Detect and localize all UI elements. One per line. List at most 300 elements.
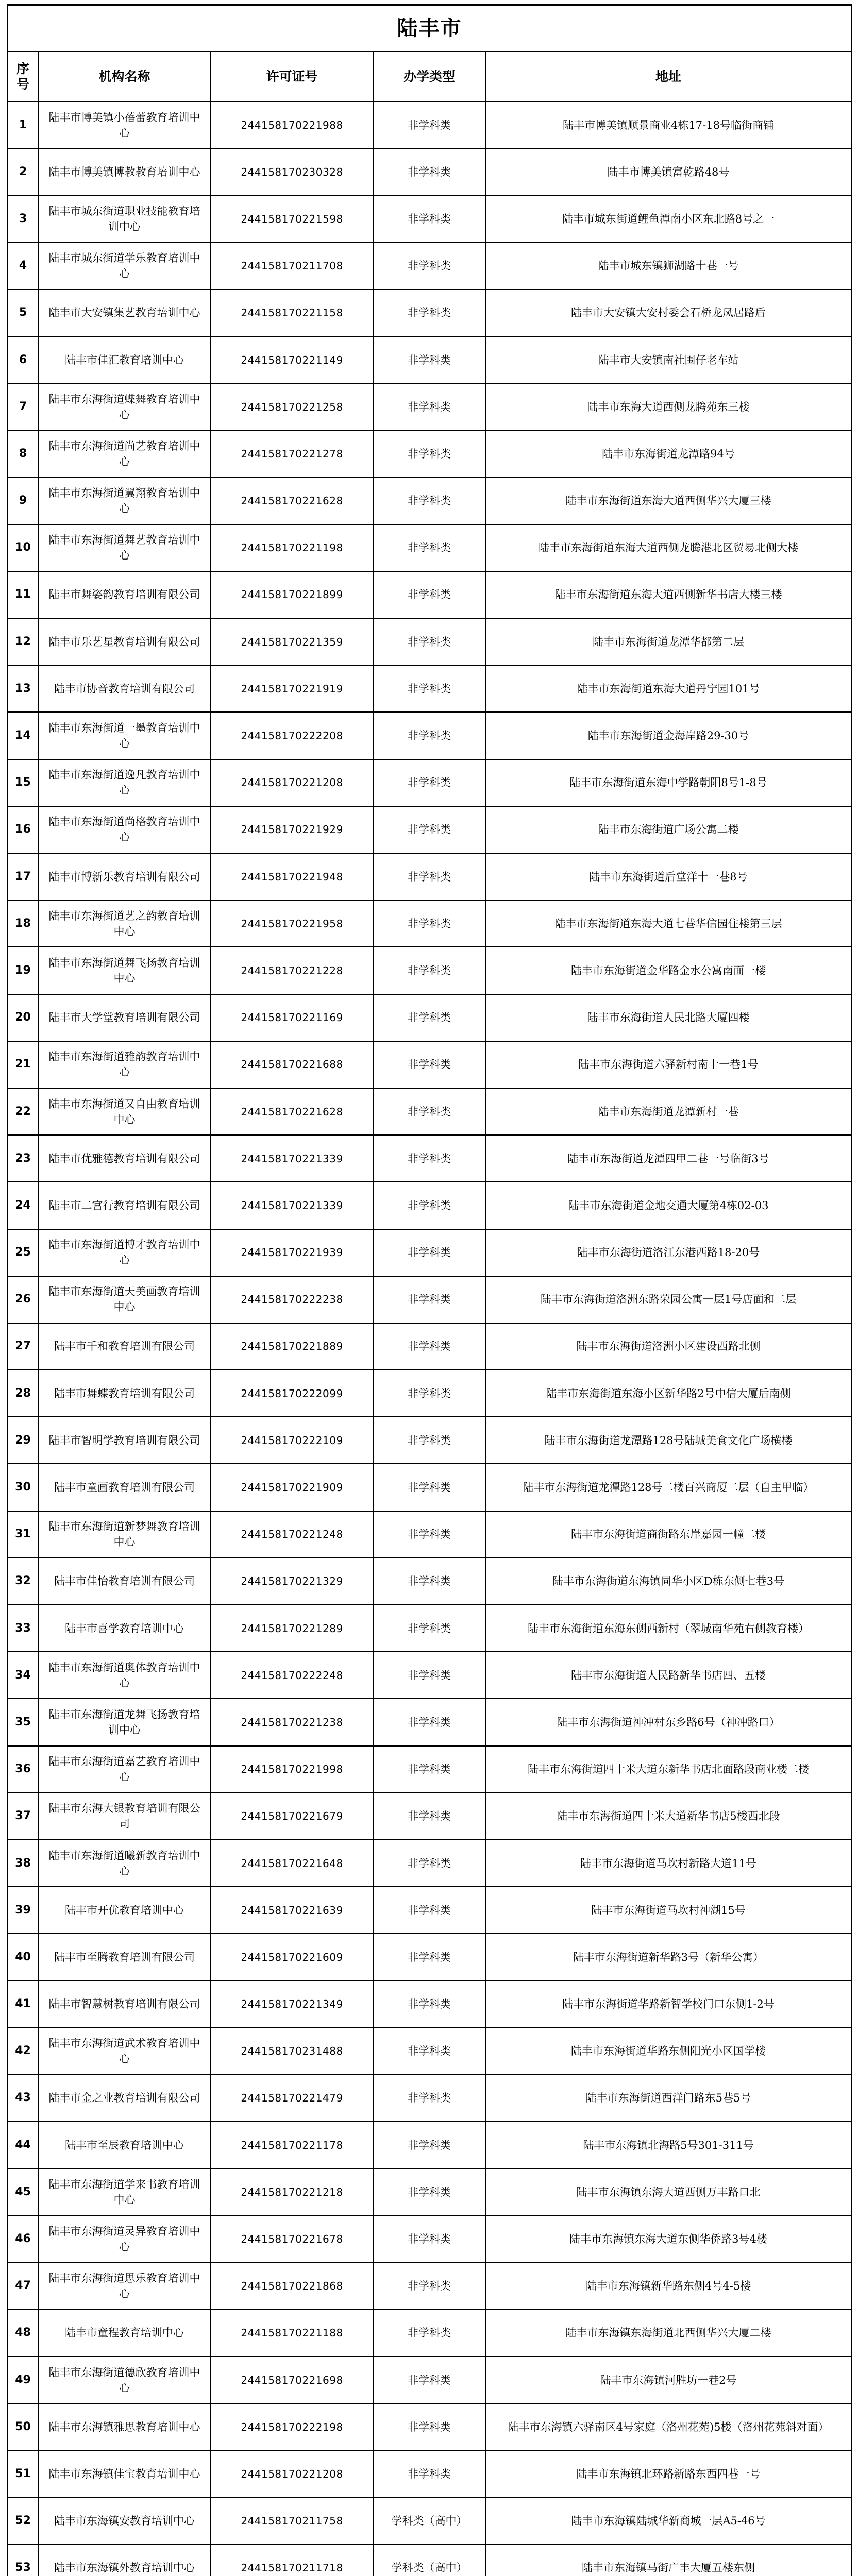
cell-address: 陆丰市城东街道鲤鱼潭南小区东北路8号之一 — [485, 195, 851, 242]
cell-no: 14 — [8, 712, 38, 759]
cell-school-type: 非学科类 — [373, 853, 485, 900]
table-row — [8, 2310, 851, 2357]
cell-no: 7 — [8, 383, 38, 430]
cell-no: 18 — [8, 900, 38, 947]
table-row — [8, 2450, 851, 2497]
cell-institution-name: 陆丰市至辰教育培训中心 — [38, 2122, 211, 2168]
cell-no: 53 — [8, 2545, 38, 2576]
cell-school-type: 非学科类 — [373, 759, 485, 806]
table-row — [8, 148, 851, 195]
cell-institution-name: 陆丰市东海街道德欣教育培训中心 — [38, 2357, 211, 2403]
cell-institution-name: 陆丰市东海街道尚艺教育培训中心 — [38, 430, 211, 477]
cell-no: 21 — [8, 1041, 38, 1088]
cell-school-type: 非学科类 — [373, 1088, 485, 1135]
cell-school-type: 非学科类 — [373, 336, 485, 383]
table-row — [8, 430, 851, 477]
cell-no: 12 — [8, 618, 38, 665]
cell-institution-name: 陆丰市东海街道灵异教育培训中心 — [38, 2215, 211, 2262]
cell-institution-name: 陆丰市城东街道职业技能教育培训中心 — [38, 195, 211, 242]
cell-no: 17 — [8, 853, 38, 900]
cell-school-type: 非学科类 — [373, 2450, 485, 2497]
cell-address: 陆丰市东海镇东海街道北西侧华兴大厦二楼 — [485, 2310, 851, 2357]
table-row — [8, 2263, 851, 2310]
cell-address: 陆丰市博美镇顺景商业4栋17-18号临街商铺 — [485, 101, 851, 148]
cell-license-number: 244158170221688 — [211, 1041, 373, 1088]
table-row — [8, 1840, 851, 1887]
cell-address: 陆丰市东海街道东海大道西侧新华书店大楼三楼 — [485, 571, 851, 618]
table-row — [8, 947, 851, 994]
cell-institution-name: 陆丰市东海街道博才教育培训中心 — [38, 1229, 211, 1276]
cell-institution-name: 陆丰市乐艺星教育培训有限公司 — [38, 618, 211, 665]
cell-address: 陆丰市东海街道金地交通大厦第4栋02-03 — [485, 1182, 851, 1229]
cell-school-type: 非学科类 — [373, 290, 485, 336]
cell-address: 陆丰市东海镇六驿南区4号家庭（洛州花苑)5楼（洛州花苑斜对面） — [485, 2403, 851, 2450]
cell-no: 22 — [8, 1088, 38, 1135]
cell-address: 陆丰市东海街道广场公寓二楼 — [485, 806, 851, 853]
cell-license-number: 244158170221248 — [211, 1511, 373, 1558]
cell-license-number: 244158170221639 — [211, 1887, 373, 1934]
cell-license-number: 244158170221278 — [211, 430, 373, 477]
cell-no: 49 — [8, 2357, 38, 2403]
cell-institution-name: 陆丰市东海镇外教育培训中心 — [38, 2545, 211, 2576]
cell-no: 4 — [8, 243, 38, 290]
cell-institution-name: 陆丰市东海街道蝶舞教育培训中心 — [38, 383, 211, 430]
cell-institution-name: 陆丰市童画教育培训有限公司 — [38, 1464, 211, 1511]
cell-institution-name: 陆丰市东海街道又自由教育培训中心 — [38, 1088, 211, 1135]
cell-license-number: 244158170222248 — [211, 1652, 373, 1699]
table-row — [8, 1699, 851, 1745]
table-row — [8, 1276, 851, 1323]
cell-license-number: 244158170221188 — [211, 2310, 373, 2357]
cell-license-number: 244158170221628 — [211, 1088, 373, 1135]
cell-institution-name: 陆丰市东海街道天美画教育培训中心 — [38, 1276, 211, 1323]
cell-no: 9 — [8, 478, 38, 524]
header-no: 序号 — [8, 52, 38, 101]
table-row — [8, 2122, 851, 2168]
cell-license-number: 244158170221939 — [211, 1229, 373, 1276]
cell-no: 32 — [8, 1558, 38, 1605]
table-row — [8, 1605, 851, 1652]
cell-license-number: 244158170221329 — [211, 1558, 373, 1605]
cell-address: 陆丰市东海街道龙潭华都第二层 — [485, 618, 851, 665]
cell-address: 陆丰市东海街道华路新智学校门口东侧1-2号 — [485, 1981, 851, 2028]
cell-license-number: 244158170221909 — [211, 1464, 373, 1511]
cell-school-type: 非学科类 — [373, 2215, 485, 2262]
cell-institution-name: 陆丰市东海街道舞艺教育培训中心 — [38, 524, 211, 571]
cell-no: 39 — [8, 1887, 38, 1934]
cell-institution-name: 陆丰市东海街道龙舞飞扬教育培训中心 — [38, 1699, 211, 1745]
cell-license-number: 244158170222208 — [211, 712, 373, 759]
cell-no: 25 — [8, 1229, 38, 1276]
table-row — [8, 1511, 851, 1558]
cell-license-number: 244158170221228 — [211, 947, 373, 994]
table-row — [8, 524, 851, 571]
cell-school-type: 非学科类 — [373, 712, 485, 759]
cell-address: 陆丰市东海街道龙潭四甲二巷一号临街3号 — [485, 1135, 851, 1182]
cell-license-number: 244158170221929 — [211, 806, 373, 853]
cell-no: 1 — [8, 101, 38, 148]
cell-license-number: 244158170221208 — [211, 2450, 373, 2497]
cell-no: 28 — [8, 1370, 38, 1417]
cell-school-type: 非学科类 — [373, 2028, 485, 2075]
cell-address: 陆丰市大安镇大安村委会石桥龙凤居路后 — [485, 290, 851, 336]
cell-license-number: 244158170221359 — [211, 618, 373, 665]
cell-no: 24 — [8, 1182, 38, 1229]
cell-institution-name: 陆丰市大安镇集艺教育培训中心 — [38, 290, 211, 336]
cell-no: 31 — [8, 1511, 38, 1558]
cell-address: 陆丰市东海街道马坎村新路大道11号 — [485, 1840, 851, 1887]
cell-school-type: 非学科类 — [373, 1605, 485, 1652]
cell-license-number: 244158170221868 — [211, 2263, 373, 2310]
cell-school-type: 非学科类 — [373, 1370, 485, 1417]
cell-institution-name: 陆丰市开优教育培训中心 — [38, 1887, 211, 1934]
cell-school-type: 非学科类 — [373, 1511, 485, 1558]
cell-address: 陆丰市东海镇陆城华新商城一层A5-46号 — [485, 2498, 851, 2545]
cell-address: 陆丰市东海街道洛洲小区建设西路北侧 — [485, 1323, 851, 1370]
table-row — [8, 1182, 851, 1229]
cell-address: 陆丰市东海镇东海大道西侧万丰路口北 — [485, 2168, 851, 2215]
cell-institution-name: 陆丰市博新乐教育培训有限公司 — [38, 853, 211, 900]
cell-address: 陆丰市东海街道东海大道七巷华信园住楼第三层 — [485, 900, 851, 947]
cell-school-type: 非学科类 — [373, 1746, 485, 1793]
cell-no: 41 — [8, 1981, 38, 2028]
cell-no: 6 — [8, 336, 38, 383]
cell-school-type: 非学科类 — [373, 2357, 485, 2403]
cell-license-number: 244158170221218 — [211, 2168, 373, 2215]
cell-no: 36 — [8, 1746, 38, 1793]
cell-institution-name: 陆丰市智明学教育培训有限公司 — [38, 1417, 211, 1464]
cell-address: 陆丰市东海街道东海大道西侧龙腾港北区贸易北侧大楼 — [485, 524, 851, 571]
cell-address: 陆丰市东海街道东海大道西侧华兴大厦三楼 — [485, 478, 851, 524]
cell-institution-name: 陆丰市喜学教育培训中心 — [38, 1605, 211, 1652]
cell-license-number: 244158170221349 — [211, 1981, 373, 2028]
cell-institution-name: 陆丰市东海街道奥体教育培训中心 — [38, 1652, 211, 1699]
cell-institution-name: 陆丰市博美镇小蓓蕾教育培训中心 — [38, 101, 211, 148]
cell-no: 11 — [8, 571, 38, 618]
table-row — [8, 2357, 851, 2403]
cell-no: 13 — [8, 665, 38, 712]
cell-institution-name: 陆丰市东海街道舞飞扬教育培训中心 — [38, 947, 211, 994]
cell-address: 陆丰市东海街道东海小区新华路2号中信大厦后南侧 — [485, 1370, 851, 1417]
document-sheet — [7, 4, 852, 2576]
cell-address: 陆丰市东海街道洛江东港西路18-20号 — [485, 1229, 851, 1276]
cell-institution-name: 陆丰市佳汇教育培训中心 — [38, 336, 211, 383]
cell-institution-name: 陆丰市东海街道嘉艺教育培训中心 — [38, 1746, 211, 1793]
table-row — [8, 1981, 851, 2028]
cell-school-type: 非学科类 — [373, 571, 485, 618]
cell-institution-name: 陆丰市东海街道尚格教育培训中心 — [38, 806, 211, 853]
cell-no: 3 — [8, 195, 38, 242]
cell-school-type: 非学科类 — [373, 1182, 485, 1229]
cell-school-type: 非学科类 — [373, 2403, 485, 2450]
table-row — [8, 1746, 851, 1793]
cell-address: 陆丰市东海街道东海大道丹宁园101号 — [485, 665, 851, 712]
cell-license-number: 244158170221598 — [211, 195, 373, 242]
cell-school-type: 学科类（高中） — [373, 2545, 485, 2576]
cell-address: 陆丰市东海街道四十米大道新华书店5楼西北段 — [485, 1793, 851, 1840]
cell-school-type: 非学科类 — [373, 243, 485, 290]
cell-school-type: 非学科类 — [373, 430, 485, 477]
cell-institution-name: 陆丰市东海镇安教育培训中心 — [38, 2498, 211, 2545]
table-row — [8, 1229, 851, 1276]
cell-institution-name: 陆丰市东海街道新梦舞教育培训中心 — [38, 1511, 211, 1558]
cell-school-type: 非学科类 — [373, 1229, 485, 1276]
cell-institution-name: 陆丰市东海街道武术教育培训中心 — [38, 2028, 211, 2075]
cell-no: 20 — [8, 994, 38, 1041]
cell-no: 40 — [8, 1934, 38, 1980]
table-row — [8, 2215, 851, 2262]
cell-license-number: 244158170221178 — [211, 2122, 373, 2168]
cell-institution-name: 陆丰市协音教育培训有限公司 — [38, 665, 211, 712]
table-row — [8, 900, 851, 947]
table-row — [8, 853, 851, 900]
cell-address: 陆丰市城东镇狮湖路十巷一号 — [485, 243, 851, 290]
cell-address: 陆丰市东海镇北海路5号301-311号 — [485, 2122, 851, 2168]
cell-school-type: 非学科类 — [373, 101, 485, 148]
cell-no: 46 — [8, 2215, 38, 2262]
table-row — [8, 1652, 851, 1699]
table-row — [8, 1464, 851, 1511]
cell-address: 陆丰市东海街道华路东侧阳光小区国学楼 — [485, 2028, 851, 2075]
cell-school-type: 非学科类 — [373, 1558, 485, 1605]
header-name: 机构名称 — [38, 52, 211, 101]
cell-license-number: 244158170230328 — [211, 148, 373, 195]
cell-address: 陆丰市东海街道六驿新村南十一巷1号 — [485, 1041, 851, 1088]
cell-institution-name: 陆丰市佳怡教育培训有限公司 — [38, 1558, 211, 1605]
cell-no: 10 — [8, 524, 38, 571]
cell-institution-name: 陆丰市东海街道学来书教育培训中心 — [38, 2168, 211, 2215]
cell-address: 陆丰市东海街道人民北路大厦四楼 — [485, 994, 851, 1041]
cell-institution-name: 陆丰市城东街道学乐教育培训中心 — [38, 243, 211, 290]
cell-no: 23 — [8, 1135, 38, 1182]
cell-address: 陆丰市东海镇北环路新路东西四巷一号 — [485, 2450, 851, 2497]
cell-address: 陆丰市东海街道龙潭路94号 — [485, 430, 851, 477]
cell-no: 33 — [8, 1605, 38, 1652]
table-row — [8, 2028, 851, 2075]
table-row — [8, 195, 851, 242]
cell-institution-name: 陆丰市至腾教育培训有限公司 — [38, 1934, 211, 1980]
cell-license-number: 244158170221958 — [211, 900, 373, 947]
table-body — [8, 101, 851, 2576]
cell-no: 50 — [8, 2403, 38, 2450]
cell-institution-name: 陆丰市舞蝶教育培训有限公司 — [38, 1370, 211, 1417]
cell-license-number: 244158170221698 — [211, 2357, 373, 2403]
cell-school-type: 非学科类 — [373, 1840, 485, 1887]
cell-school-type: 非学科类 — [373, 2122, 485, 2168]
cell-no: 52 — [8, 2498, 38, 2545]
table-row — [8, 1135, 851, 1182]
table-header-row — [8, 52, 851, 101]
cell-school-type: 非学科类 — [373, 994, 485, 1041]
cell-no: 37 — [8, 1793, 38, 1840]
cell-no: 38 — [8, 1840, 38, 1887]
cell-school-type: 非学科类 — [373, 1041, 485, 1088]
table-row — [8, 336, 851, 383]
cell-license-number: 244158170222198 — [211, 2403, 373, 2450]
cell-license-number: 244158170211718 — [211, 2545, 373, 2576]
cell-license-number: 244158170221679 — [211, 1793, 373, 1840]
cell-school-type: 学科类（高中） — [373, 2498, 485, 2545]
table-row — [8, 1934, 851, 1980]
cell-address: 陆丰市东海街道新华路3号（新华公寓） — [485, 1934, 851, 1980]
cell-license-number: 244158170221289 — [211, 1605, 373, 1652]
cell-no: 5 — [8, 290, 38, 336]
cell-license-number: 244158170221899 — [211, 571, 373, 618]
cell-address: 陆丰市东海镇河胜坊一巷2号 — [485, 2357, 851, 2403]
table-row — [8, 665, 851, 712]
cell-no: 42 — [8, 2028, 38, 2075]
cell-address: 陆丰市东海街道东海镇同华小区D栋东侧七巷3号 — [485, 1558, 851, 1605]
table-row — [8, 1041, 851, 1088]
cell-address: 陆丰市东海镇马街广丰大厦五楼东侧 — [485, 2545, 851, 2576]
cell-address: 陆丰市东海街道洛洲东路荣园公寓一层1号店面和二层 — [485, 1276, 851, 1323]
cell-institution-name: 陆丰市优雅德教育培训有限公司 — [38, 1135, 211, 1182]
cell-school-type: 非学科类 — [373, 383, 485, 430]
cell-school-type: 非学科类 — [373, 524, 485, 571]
cell-institution-name: 陆丰市舞姿韵教育培训有限公司 — [38, 571, 211, 618]
cell-address: 陆丰市东海街道龙潭路128号二楼百兴商厦二层（自主甲临） — [485, 1464, 851, 1511]
cell-address: 陆丰市东海街道西洋门路东5巷5号 — [485, 2075, 851, 2122]
cell-school-type: 非学科类 — [373, 1887, 485, 1934]
cell-institution-name: 陆丰市东海大银教育培训有限公司 — [38, 1793, 211, 1840]
cell-school-type: 非学科类 — [373, 1323, 485, 1370]
cell-institution-name: 陆丰市东海街道思乐教育培训中心 — [38, 2263, 211, 2310]
cell-school-type: 非学科类 — [373, 1464, 485, 1511]
cell-school-type: 非学科类 — [373, 947, 485, 994]
cell-institution-name: 陆丰市金之业教育培训有限公司 — [38, 2075, 211, 2122]
header-type: 办学类型 — [373, 52, 485, 101]
cell-institution-name: 陆丰市东海街道翼翔教育培训中心 — [38, 478, 211, 524]
table-row — [8, 2545, 851, 2576]
cell-license-number: 244158170211758 — [211, 2498, 373, 2545]
table-row — [8, 994, 851, 1041]
cell-no: 30 — [8, 1464, 38, 1511]
cell-school-type: 非学科类 — [373, 1135, 485, 1182]
page-title: 陆丰市 — [8, 6, 851, 52]
cell-address: 陆丰市东海街道金海岸路29-30号 — [485, 712, 851, 759]
cell-school-type: 非学科类 — [373, 1417, 485, 1464]
cell-license-number: 244158170221339 — [211, 1135, 373, 1182]
cell-license-number: 244158170221648 — [211, 1840, 373, 1887]
cell-school-type: 非学科类 — [373, 2263, 485, 2310]
table-row — [8, 1417, 851, 1464]
cell-no: 27 — [8, 1323, 38, 1370]
table-row — [8, 2168, 851, 2215]
cell-school-type: 非学科类 — [373, 1934, 485, 1980]
table-row — [8, 2498, 851, 2545]
table-row — [8, 1088, 851, 1135]
cell-school-type: 非学科类 — [373, 1276, 485, 1323]
cell-school-type: 非学科类 — [373, 618, 485, 665]
header-address: 地址 — [485, 52, 851, 101]
cell-school-type: 非学科类 — [373, 1652, 485, 1699]
cell-address: 陆丰市东海大道西侧龙腾苑东三楼 — [485, 383, 851, 430]
cell-institution-name: 陆丰市东海街道一墨教育培训中心 — [38, 712, 211, 759]
cell-school-type: 非学科类 — [373, 1699, 485, 1745]
cell-address: 陆丰市博美镇富乾路48号 — [485, 148, 851, 195]
cell-address: 陆丰市东海街道后堂洋十一巷8号 — [485, 853, 851, 900]
header-license: 许可证号 — [211, 52, 373, 101]
cell-no: 51 — [8, 2450, 38, 2497]
table-row — [8, 1558, 851, 1605]
cell-license-number: 244158170221998 — [211, 1746, 373, 1793]
cell-license-number: 244158170231488 — [211, 2028, 373, 2075]
cell-school-type: 非学科类 — [373, 1793, 485, 1840]
cell-institution-name: 陆丰市博美镇博教教育培训中心 — [38, 148, 211, 195]
cell-license-number: 244158170221919 — [211, 665, 373, 712]
table-row — [8, 806, 851, 853]
cell-no: 34 — [8, 1652, 38, 1699]
table-row — [8, 1370, 851, 1417]
cell-institution-name: 陆丰市童程教育培训中心 — [38, 2310, 211, 2357]
cell-school-type: 非学科类 — [373, 900, 485, 947]
cell-institution-name: 陆丰市大学堂教育培训有限公司 — [38, 994, 211, 1041]
cell-license-number: 244158170221238 — [211, 1699, 373, 1745]
cell-no: 26 — [8, 1276, 38, 1323]
cell-license-number: 244158170221988 — [211, 101, 373, 148]
cell-school-type: 非学科类 — [373, 806, 485, 853]
cell-no: 15 — [8, 759, 38, 806]
cell-institution-name: 陆丰市千和教育培训有限公司 — [38, 1323, 211, 1370]
cell-license-number: 244158170221198 — [211, 524, 373, 571]
cell-address: 陆丰市东海街道商街路东岸嘉园一幢二楼 — [485, 1511, 851, 1558]
cell-institution-name: 陆丰市东海街道曦新教育培训中心 — [38, 1840, 211, 1887]
table-row — [8, 478, 851, 524]
cell-no: 8 — [8, 430, 38, 477]
table-row — [8, 290, 851, 336]
cell-license-number: 244158170221948 — [211, 853, 373, 900]
cell-school-type: 非学科类 — [373, 2168, 485, 2215]
cell-address: 陆丰市东海街道龙潭新村一巷 — [485, 1088, 851, 1135]
cell-license-number: 244158170221208 — [211, 759, 373, 806]
cell-school-type: 非学科类 — [373, 665, 485, 712]
cell-license-number: 244158170221158 — [211, 290, 373, 336]
cell-no: 29 — [8, 1417, 38, 1464]
table-row — [8, 383, 851, 430]
cell-no: 44 — [8, 2122, 38, 2168]
cell-no: 45 — [8, 2168, 38, 2215]
cell-address: 陆丰市东海街道马坎村神湖15号 — [485, 1887, 851, 1934]
cell-address: 陆丰市东海镇东海大道东侧华侨路3号4楼 — [485, 2215, 851, 2262]
cell-no: 19 — [8, 947, 38, 994]
table-row — [8, 2075, 851, 2122]
cell-license-number: 244158170221479 — [211, 2075, 373, 2122]
cell-school-type: 非学科类 — [373, 1981, 485, 2028]
cell-institution-name: 陆丰市东海镇佳宝教育培训中心 — [38, 2450, 211, 2497]
cell-address: 陆丰市东海街道四十米大道东新华书店北面路段商业楼二楼 — [485, 1746, 851, 1793]
cell-address: 陆丰市东海街道东海中学路朝阳8号1-8号 — [485, 759, 851, 806]
cell-license-number: 244158170222109 — [211, 1417, 373, 1464]
cell-school-type: 非学科类 — [373, 195, 485, 242]
cell-license-number: 244158170221149 — [211, 336, 373, 383]
table-row — [8, 1323, 851, 1370]
cell-license-number: 244158170221609 — [211, 1934, 373, 1980]
cell-institution-name: 陆丰市东海街道艺之韵教育培训中心 — [38, 900, 211, 947]
table-row — [8, 712, 851, 759]
cell-address: 陆丰市东海街道神冲村东乡路6号（神冲路口） — [485, 1699, 851, 1745]
cell-license-number: 244158170222238 — [211, 1276, 373, 1323]
table-row — [8, 571, 851, 618]
cell-school-type: 非学科类 — [373, 2310, 485, 2357]
table-row — [8, 243, 851, 290]
cell-address: 陆丰市东海街道东海东侧西新村（翠城南华苑右侧教育楼） — [485, 1605, 851, 1652]
cell-no: 43 — [8, 2075, 38, 2122]
cell-license-number: 244158170222099 — [211, 1370, 373, 1417]
cell-license-number: 244158170211708 — [211, 243, 373, 290]
cell-no: 48 — [8, 2310, 38, 2357]
table-row — [8, 759, 851, 806]
cell-institution-name: 陆丰市东海镇雅思教育培训中心 — [38, 2403, 211, 2450]
